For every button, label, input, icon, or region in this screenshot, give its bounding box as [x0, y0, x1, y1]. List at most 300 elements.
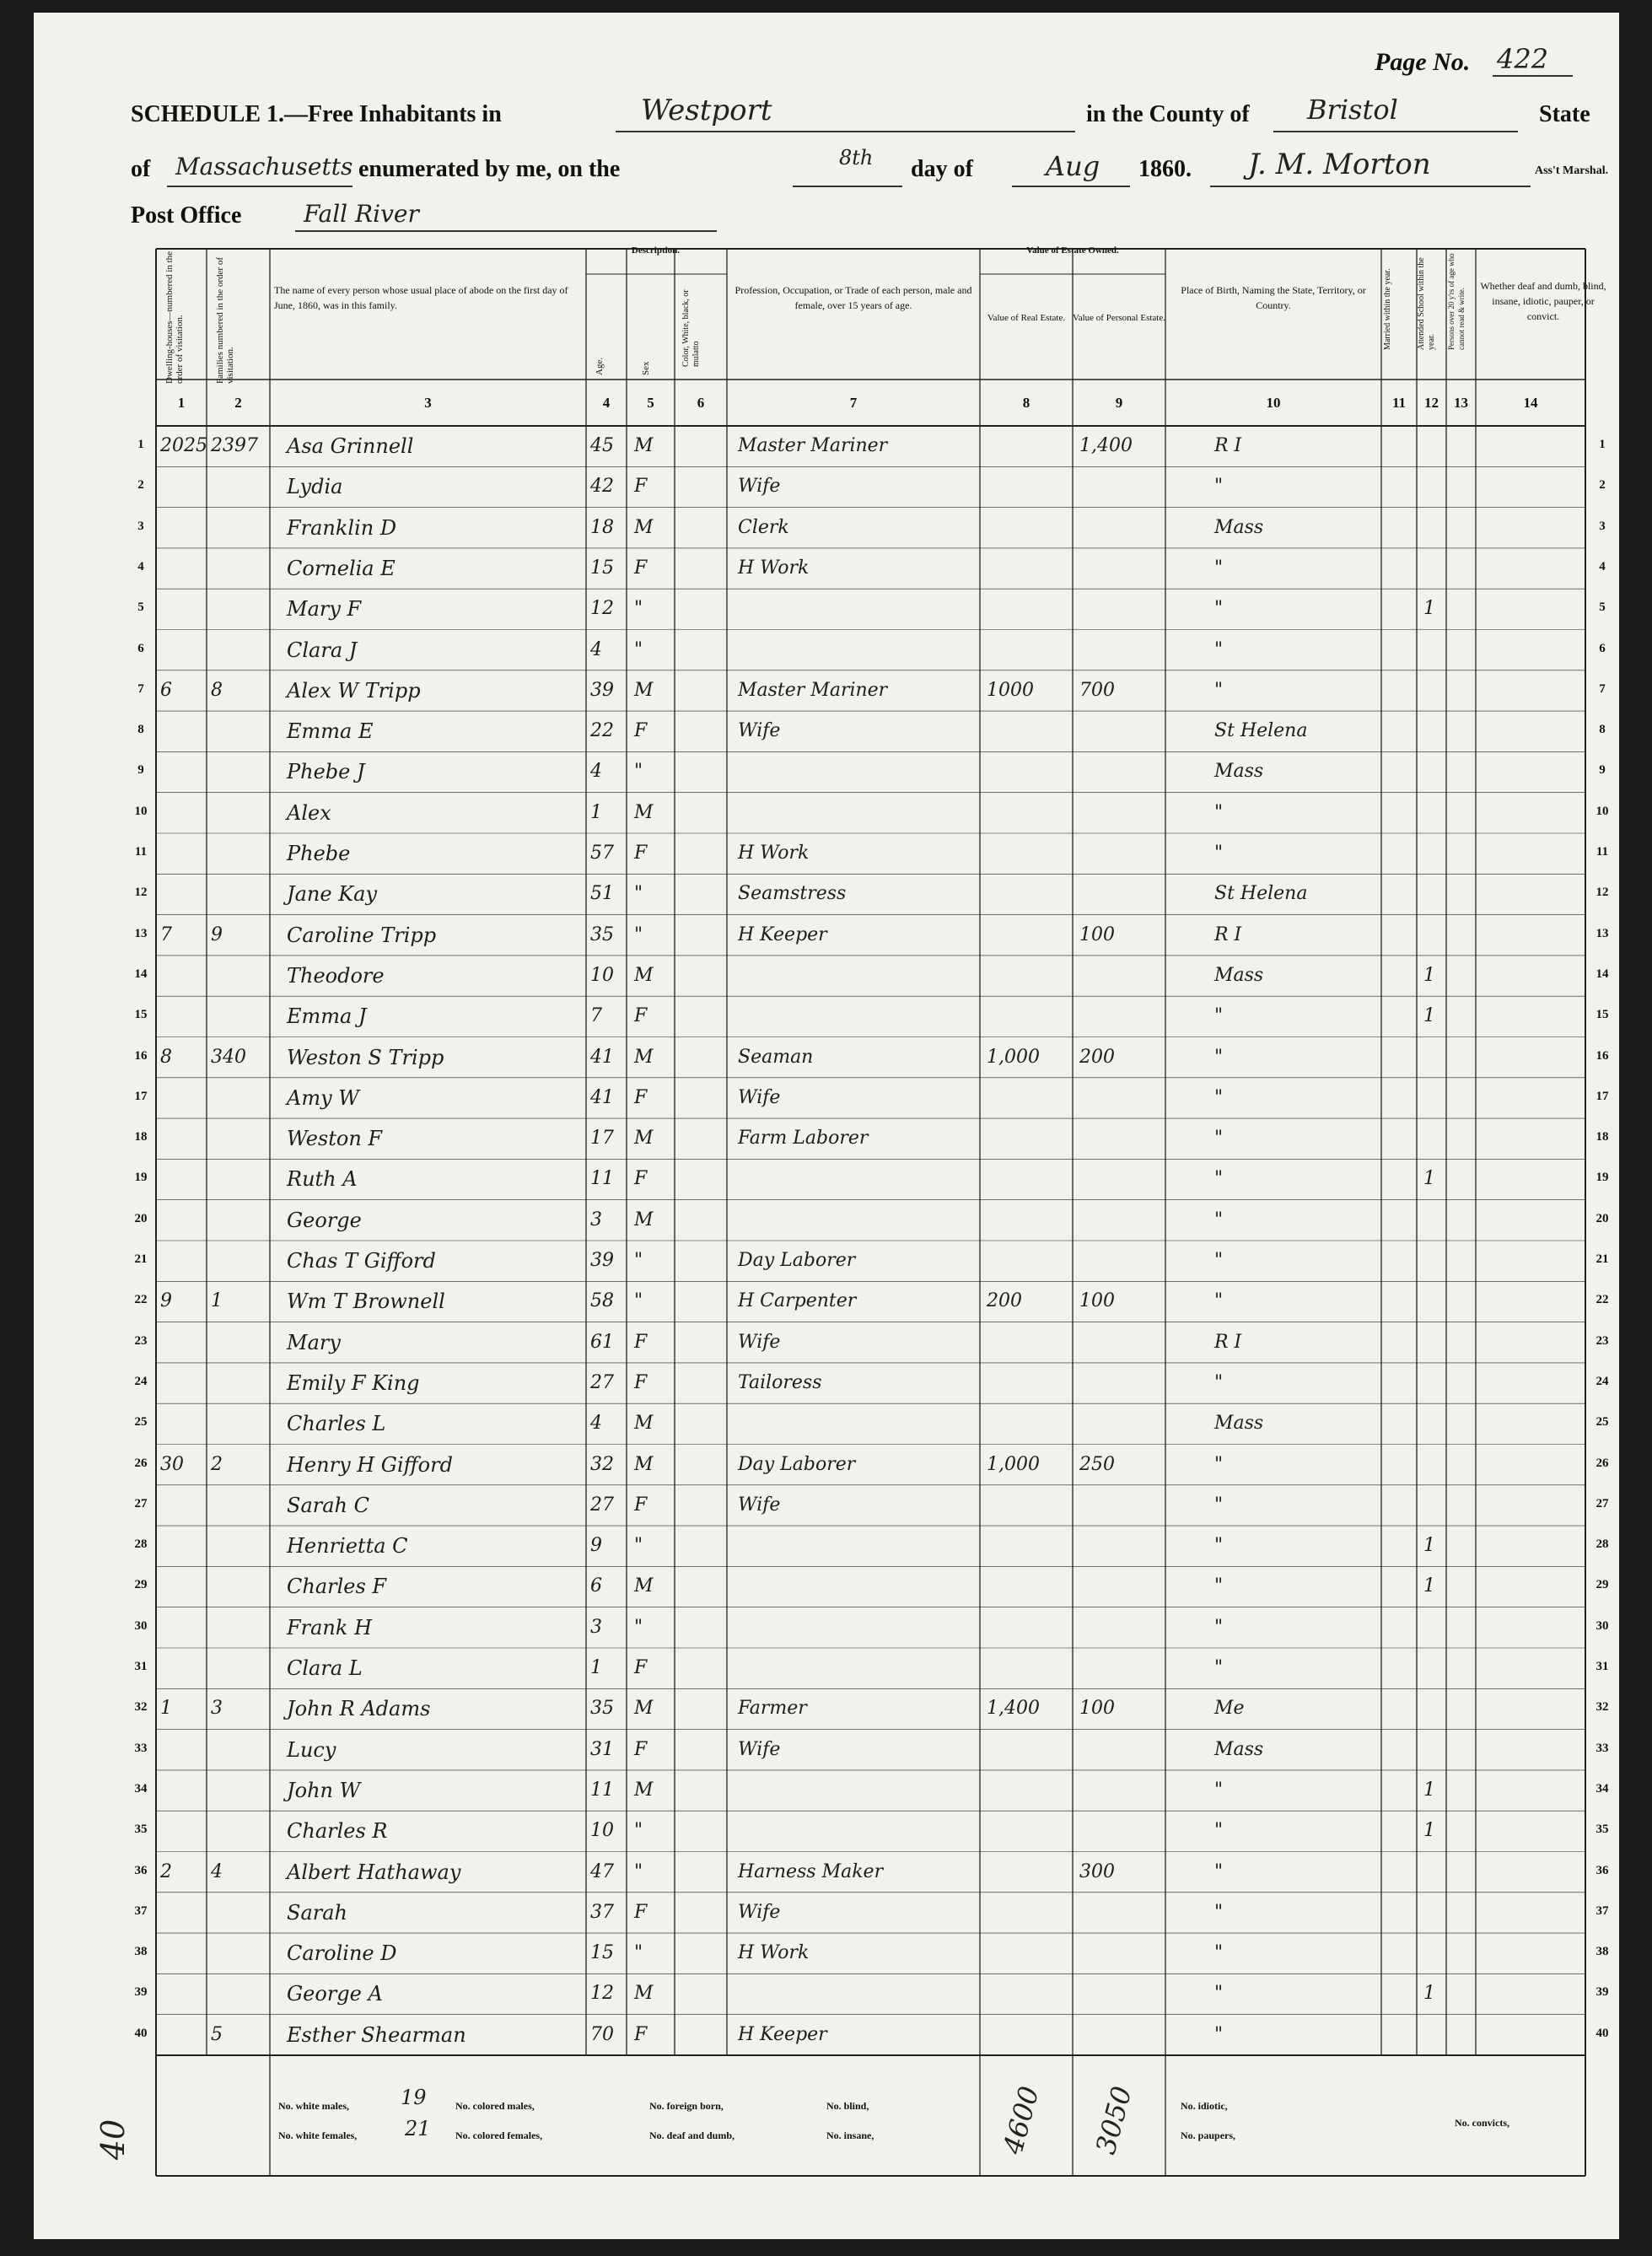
- personal-estate-value: 100: [1079, 923, 1115, 945]
- age-value: 41: [590, 1086, 614, 1108]
- row-number: 37: [1595, 1903, 1609, 1918]
- school-mark: 1: [1423, 598, 1435, 620]
- person-name: Emily F King: [287, 1370, 420, 1395]
- row-number: 2: [137, 478, 144, 493]
- sex-value: M: [634, 964, 654, 986]
- row-number: 33: [134, 1741, 148, 1755]
- school-mark: 1: [1423, 1779, 1435, 1801]
- row-number: 12: [1595, 886, 1609, 900]
- birthplace-value: ": [1214, 557, 1224, 579]
- age-value: 37: [590, 1901, 614, 1923]
- row-number: 19: [134, 1171, 148, 1185]
- margin-note: 40: [94, 2119, 132, 2161]
- sex-value: M: [634, 679, 654, 701]
- row-number: 17: [134, 1089, 148, 1103]
- row-number: 30: [134, 1618, 148, 1633]
- person-name: Cornelia E: [287, 556, 396, 580]
- age-value: 12: [590, 598, 614, 620]
- row-number: 17: [1595, 1089, 1609, 1103]
- age-value: 4: [590, 761, 602, 783]
- row-number: 38: [1595, 1945, 1609, 1959]
- occupation-value: Master Mariner: [738, 679, 888, 701]
- age-value: 11: [590, 1779, 614, 1801]
- age-value: 31: [590, 1738, 614, 1760]
- sex-value: F: [634, 720, 648, 742]
- sex-value: F: [634, 557, 648, 579]
- row-number: 12: [134, 886, 148, 900]
- birthplace-value: ": [1214, 1290, 1224, 1312]
- person-name: Albert Hathaway: [287, 1860, 461, 1884]
- birthplace-value: Mass: [1214, 964, 1264, 986]
- row-number: 3: [1599, 519, 1606, 533]
- row-number: 34: [134, 1781, 148, 1796]
- age-value: 39: [590, 679, 614, 701]
- person-name: Charles F: [287, 1575, 387, 1599]
- row-number: 40: [134, 2026, 148, 2040]
- real-estate-value: 1,000: [987, 1453, 1040, 1475]
- school-mark: 1: [1423, 1575, 1435, 1597]
- row-number: 7: [1599, 681, 1606, 696]
- occupation-value: Tailoress: [738, 1371, 822, 1393]
- sex-value: ": [634, 761, 643, 783]
- row-number: 18: [1595, 1130, 1609, 1144]
- age-value: 10: [590, 964, 614, 986]
- census-page: [34, 13, 1619, 2239]
- school-mark: 1: [1423, 1820, 1435, 1842]
- birthplace-value: ": [1214, 679, 1224, 701]
- description-header: Description.: [631, 245, 681, 256]
- col8-header: Value of Real Estate.: [987, 313, 1066, 323]
- age-value: 3: [590, 1209, 602, 1230]
- occupation-value: Seaman: [738, 1046, 814, 1068]
- age-value: 27: [590, 1494, 614, 1516]
- row-number: 36: [1595, 1863, 1609, 1877]
- row-number: 24: [1595, 1374, 1609, 1388]
- row-number: 5: [137, 600, 144, 615]
- person-name: Phebe J: [287, 760, 365, 784]
- birthplace-value: St Helena: [1214, 720, 1308, 742]
- family-number: 9: [211, 923, 223, 945]
- personal-estate-value: 700: [1079, 679, 1115, 701]
- person-name: George: [287, 1208, 362, 1232]
- row-number: 18: [134, 1130, 148, 1144]
- school-mark: 1: [1423, 1168, 1435, 1190]
- row-number: 25: [1595, 1415, 1609, 1430]
- personal-estate-value: 100: [1079, 1698, 1115, 1720]
- row-number: 26: [134, 1456, 148, 1470]
- sex-value: M: [634, 1779, 654, 1801]
- family-number: 2397: [211, 435, 258, 456]
- birthplace-value: ": [1214, 1535, 1224, 1557]
- birthplace-value: ": [1214, 1820, 1224, 1842]
- birthplace-value: R I: [1214, 435, 1242, 456]
- age-value: 70: [590, 2023, 614, 2045]
- birthplace-value: ": [1214, 1657, 1224, 1678]
- row-number: 4: [137, 559, 144, 573]
- col12-header: Attended School within the year.: [1417, 257, 1436, 350]
- family-number: 1: [211, 1290, 223, 1312]
- dwelling-number: 6: [160, 679, 172, 701]
- row-number: 6: [137, 641, 144, 655]
- sex-value: F: [634, 476, 648, 498]
- colored-females-label: No. colored females,: [455, 2129, 543, 2141]
- row-number: 2: [1599, 478, 1606, 493]
- sex-value: F: [634, 843, 648, 864]
- age-value: 1: [590, 801, 602, 823]
- birthplace-value: ": [1214, 476, 1224, 498]
- col13-header: Persons over 20 y'rs of age who cannot read & write.: [1447, 253, 1466, 350]
- person-name: Sarah C: [287, 1493, 369, 1517]
- sex-value: M: [634, 1046, 654, 1068]
- person-name: John W: [287, 1778, 361, 1802]
- sex-value: ": [634, 1616, 643, 1638]
- row-number: 35: [1595, 1823, 1609, 1837]
- age-value: 58: [590, 1290, 614, 1312]
- sex-value: M: [634, 801, 654, 823]
- sex-value: F: [634, 1738, 648, 1760]
- idiotic-label: No. idiotic,: [1181, 2100, 1228, 2112]
- row-number: 29: [1595, 1578, 1609, 1592]
- row-number: 27: [1595, 1496, 1609, 1510]
- real-estate-value: 1000: [987, 679, 1034, 701]
- sex-value: F: [634, 1494, 648, 1516]
- age-value: 15: [590, 557, 614, 579]
- sex-value: ": [634, 1860, 643, 1882]
- person-name: Weston F: [287, 1127, 383, 1151]
- person-name: Jane Kay: [287, 882, 378, 907]
- sex-value: ": [634, 638, 643, 660]
- person-name: Weston S Tripp: [287, 1045, 444, 1069]
- occupation-value: Wife: [738, 1494, 781, 1516]
- occupation-value: H Work: [738, 557, 810, 579]
- column-number: 9: [1115, 395, 1123, 411]
- of-label: of: [131, 156, 151, 182]
- row-number: 1: [137, 438, 144, 451]
- age-value: 39: [590, 1250, 614, 1271]
- sex-value: ": [634, 1290, 643, 1312]
- sex-value: M: [634, 1413, 654, 1435]
- family-number: 2: [211, 1453, 223, 1475]
- person-name: Frank H: [287, 1615, 372, 1640]
- age-value: 35: [590, 923, 614, 945]
- occupation-value: Farm Laborer: [738, 1128, 869, 1150]
- birthplace-value: ": [1214, 1453, 1224, 1475]
- row-number: 11: [134, 845, 148, 859]
- person-name: Franklin D: [287, 515, 397, 540]
- age-value: 22: [590, 720, 614, 742]
- sex-value: ": [634, 1820, 643, 1842]
- sex-value: ": [634, 1942, 643, 1964]
- birthplace-value: ": [1214, 1005, 1224, 1027]
- foreign-born-label: No. foreign born,: [649, 2100, 724, 2112]
- sex-value: F: [634, 1371, 648, 1393]
- occupation-value: Harness Maker: [738, 1860, 884, 1882]
- sex-value: F: [634, 1331, 648, 1353]
- birthplace-value: ": [1214, 1371, 1224, 1393]
- row-number: 8: [137, 723, 144, 737]
- occupation-value: Day Laborer: [738, 1250, 856, 1271]
- personal-estate-value: 200: [1079, 1046, 1115, 1068]
- age-value: 41: [590, 1046, 614, 1068]
- school-mark: 1: [1423, 1005, 1435, 1027]
- state-value: Massachusetts: [175, 153, 353, 180]
- age-value: 51: [590, 883, 614, 905]
- age-value: 35: [590, 1698, 614, 1720]
- person-name: Theodore: [287, 963, 385, 988]
- row-number: 34: [1595, 1781, 1609, 1796]
- birthplace-value: ": [1214, 1128, 1224, 1150]
- birthplace-value: ": [1214, 1575, 1224, 1597]
- age-value: 11: [590, 1168, 614, 1190]
- row-number: 23: [1595, 1333, 1609, 1348]
- age-value: 1: [590, 1657, 602, 1678]
- sex-value: M: [634, 516, 654, 538]
- birthplace-value: ": [1214, 1209, 1224, 1230]
- row-number: 4: [1599, 559, 1606, 573]
- county-value: Bristol: [1307, 94, 1398, 126]
- dwelling-number: 2025: [160, 435, 207, 456]
- row-number: 33: [1595, 1741, 1609, 1755]
- row-number: 31: [1595, 1660, 1609, 1673]
- row-number: 38: [134, 1945, 148, 1959]
- row-number: 31: [134, 1660, 148, 1673]
- column-number: 1: [177, 395, 186, 411]
- row-number: 5: [1599, 600, 1606, 615]
- total-real-estate: 4600: [996, 2082, 1046, 2158]
- page-number: 422: [1497, 43, 1549, 75]
- column-number: 14: [1523, 395, 1538, 411]
- col3-header: The name of every person whose usual place of abode on the first day of June, 1860, was in this family.: [274, 284, 568, 311]
- sex-value: F: [634, 1657, 648, 1678]
- age-value: 4: [590, 1413, 602, 1435]
- white-females-label: No. white females,: [278, 2129, 358, 2141]
- row-number: 9: [1599, 763, 1606, 778]
- column-number: 5: [647, 395, 654, 411]
- occupation-value: Seamstress: [738, 883, 847, 905]
- town-value: Westport: [641, 94, 772, 127]
- family-number: 340: [211, 1046, 246, 1068]
- col9-header: Value of Personal Estate.: [1073, 313, 1165, 323]
- age-value: 4: [590, 638, 602, 660]
- person-name: Caroline D: [287, 1941, 397, 1966]
- birthplace-value: Mass: [1214, 1738, 1264, 1760]
- col14-header: Whether deaf and dumb, blind, insane, idiotic, pauper, or convict.: [1480, 280, 1606, 322]
- sex-value: F: [634, 2023, 648, 2045]
- day-value: 8th: [839, 146, 874, 170]
- person-name: Lucy: [287, 1737, 336, 1762]
- dwelling-number: 8: [160, 1046, 172, 1068]
- age-value: 61: [590, 1331, 614, 1353]
- insane-label: No. insane,: [826, 2129, 874, 2141]
- white-males-label: No. white males,: [278, 2100, 349, 2112]
- age-value: 32: [590, 1453, 614, 1475]
- age-value: 57: [590, 843, 614, 864]
- age-value: 45: [590, 435, 614, 456]
- column-number: 11: [1391, 395, 1407, 411]
- row-number: 10: [134, 804, 148, 818]
- person-name: Charles R: [287, 1819, 388, 1844]
- row-number: 40: [1595, 2026, 1609, 2040]
- row-number: 39: [134, 1985, 148, 2000]
- row-number: 1: [1599, 438, 1606, 451]
- person-name: Lydia: [287, 475, 343, 499]
- birthplace-value: Me: [1214, 1698, 1245, 1720]
- row-number: 25: [134, 1415, 148, 1430]
- row-number: 24: [134, 1374, 148, 1388]
- person-name: Mary: [287, 1330, 341, 1354]
- row-number: 22: [1595, 1293, 1609, 1307]
- birthplace-value: ": [1214, 1616, 1224, 1638]
- person-name: Henry H Gifford: [287, 1452, 453, 1477]
- age-value: 3: [590, 1616, 602, 1638]
- birthplace-value: ": [1214, 1779, 1224, 1801]
- month-value: Aug: [1046, 150, 1100, 182]
- col5-header: Sex: [641, 361, 651, 375]
- marshal-signature: J. M. Morton: [1248, 148, 1431, 181]
- birthplace-value: ": [1214, 638, 1224, 660]
- sex-value: M: [634, 1983, 654, 2005]
- birthplace-value: Mass: [1214, 516, 1264, 538]
- personal-estate-value: 250: [1079, 1453, 1115, 1475]
- row-number: 30: [1595, 1618, 1609, 1633]
- birthplace-value: ": [1214, 1250, 1224, 1271]
- deaf-dumb-label: No. deaf and dumb,: [649, 2129, 735, 2141]
- personal-estate-value: 300: [1079, 1860, 1115, 1882]
- birthplace-value: R I: [1214, 923, 1242, 945]
- person-name: Mary F: [287, 597, 362, 622]
- occupation-value: Wife: [738, 1331, 781, 1353]
- sex-value: F: [634, 1168, 648, 1190]
- sex-value: ": [634, 598, 643, 620]
- row-number: 21: [1595, 1252, 1609, 1266]
- column-number: 2: [234, 395, 242, 411]
- age-value: 17: [590, 1128, 614, 1150]
- sex-value: ": [634, 923, 643, 945]
- row-number: 36: [134, 1863, 148, 1877]
- person-name: Alex W Tripp: [287, 678, 421, 703]
- post-office-label: Post Office: [131, 202, 242, 229]
- occupation-value: Master Mariner: [738, 435, 888, 456]
- white-males-count: 19: [401, 2086, 427, 2109]
- row-number: 27: [134, 1496, 148, 1510]
- family-number: 5: [211, 2023, 223, 2045]
- column-number: 8: [1022, 395, 1030, 411]
- occupation-value: Clerk: [738, 516, 789, 538]
- occupation-value: Farmer: [738, 1698, 807, 1720]
- person-name: Wm T Brownell: [287, 1290, 445, 1314]
- birthplace-value: St Helena: [1214, 883, 1308, 905]
- row-number: 23: [134, 1333, 148, 1348]
- sex-value: M: [634, 1575, 654, 1597]
- age-value: 6: [590, 1575, 602, 1597]
- birthplace-value: ": [1214, 1942, 1224, 1964]
- person-name: Asa Grinnell: [287, 434, 414, 458]
- post-office-value: Fall River: [304, 200, 419, 228]
- age-value: 9: [590, 1535, 602, 1557]
- county-label: in the County of: [1086, 101, 1250, 127]
- row-number: 8: [1599, 723, 1606, 737]
- birthplace-value: ": [1214, 1860, 1224, 1882]
- dwelling-number: 1: [160, 1698, 172, 1720]
- col10-header: Place of Birth, Naming the State, Territory, or Country.: [1181, 284, 1366, 311]
- personal-estate-value: 100: [1079, 1290, 1115, 1312]
- age-value: 18: [590, 516, 614, 538]
- row-number: 10: [1595, 804, 1609, 818]
- column-number: 13: [1454, 395, 1468, 411]
- colored-males-label: No. colored males,: [455, 2100, 535, 2112]
- sex-value: ": [634, 1250, 643, 1271]
- real-estate-value: 1,400: [987, 1698, 1040, 1720]
- real-estate-value: 200: [987, 1290, 1022, 1312]
- school-mark: 1: [1423, 1983, 1435, 2005]
- sex-value: ": [634, 883, 643, 905]
- birthplace-value: ": [1214, 1046, 1224, 1068]
- sex-value: M: [634, 1128, 654, 1150]
- person-name: Emma J: [287, 1004, 367, 1029]
- column-number: 6: [697, 395, 705, 411]
- person-name: Caroline Tripp: [287, 923, 437, 947]
- occupation-value: H Work: [738, 1942, 810, 1964]
- row-number: 13: [134, 926, 148, 940]
- convicts-label: No. convicts,: [1455, 2117, 1509, 2129]
- col11-header: Married within the year.: [1383, 268, 1392, 350]
- dwelling-number: 9: [160, 1290, 172, 1312]
- person-name: Henrietta C: [287, 1534, 408, 1559]
- sex-value: F: [634, 1901, 648, 1923]
- row-number: 11: [1595, 845, 1609, 859]
- state-label: State: [1539, 101, 1590, 127]
- col4-header: Age.: [595, 357, 605, 375]
- row-number: 16: [1595, 1048, 1609, 1063]
- birthplace-value: ": [1214, 801, 1224, 823]
- age-value: 7: [590, 1005, 602, 1027]
- row-number: 37: [134, 1903, 148, 1918]
- age-value: 42: [590, 476, 614, 498]
- col7-header: Profession, Occupation, or Trade of each person, male and female, over 15 years of age.: [735, 284, 972, 311]
- column-number: 10: [1266, 395, 1281, 411]
- birthplace-value: R I: [1214, 1331, 1242, 1353]
- sex-value: M: [634, 435, 654, 456]
- person-name: Esther Shearman: [287, 2022, 466, 2047]
- dwelling-number: 30: [160, 1453, 184, 1475]
- person-name: Ruth A: [287, 1167, 358, 1192]
- birthplace-value: ": [1214, 1901, 1224, 1923]
- row-number: 21: [134, 1252, 148, 1266]
- birthplace-value: ": [1214, 598, 1224, 620]
- row-number: 28: [1595, 1537, 1609, 1552]
- total-personal-estate: 3050: [1089, 2082, 1138, 2158]
- row-number: 15: [1595, 1008, 1609, 1022]
- day-label: day of: [911, 156, 973, 182]
- family-number: 8: [211, 679, 223, 701]
- row-number: 35: [134, 1823, 148, 1837]
- column-number: 4: [602, 395, 611, 411]
- sex-value: M: [634, 1209, 654, 1230]
- birthplace-value: ": [1214, 1983, 1224, 2005]
- occupation-value: H Carpenter: [738, 1290, 857, 1312]
- row-number: 15: [134, 1008, 148, 1022]
- dwelling-number: 7: [160, 923, 172, 945]
- row-number: 14: [1595, 966, 1609, 981]
- person-name: Chas T Gifford: [287, 1249, 436, 1273]
- family-number: 3: [211, 1698, 223, 1720]
- row-number: 13: [1595, 926, 1609, 940]
- row-number: 16: [134, 1048, 148, 1063]
- occupation-value: Wife: [738, 476, 781, 498]
- birthplace-value: ": [1214, 1494, 1224, 1516]
- sex-value: ": [634, 1535, 643, 1557]
- age-value: 15: [590, 1942, 614, 1964]
